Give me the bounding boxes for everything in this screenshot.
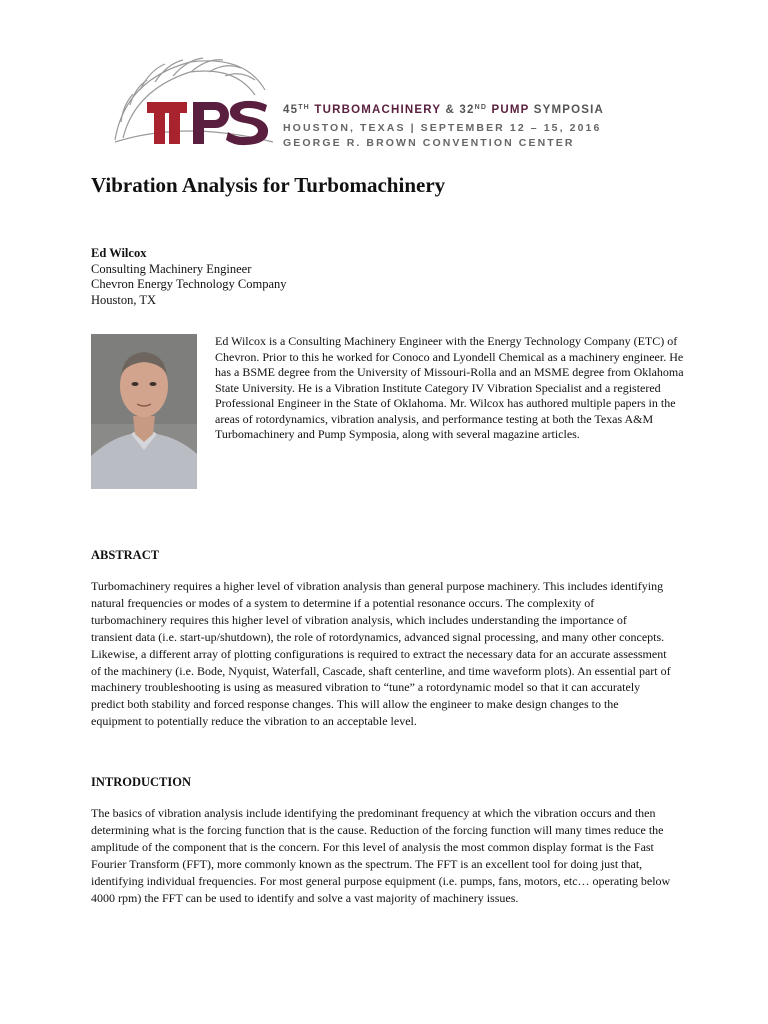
author-role: Consulting Machinery Engineer	[91, 261, 252, 276]
symposia-location: HOUSTON, TEXAS | SEPTEMBER 12 – 15, 2016	[283, 122, 602, 134]
author-bio: Ed Wilcox is a Consulting Machinery Engineer with the Energy Technology Company (ETC) of Chevron. Prior to this he worked for Conoco and Lyondell Chemical as a machinery engineer. He has a BSME degree from the University of Missouri-Rolla and an MSME degree from Oklahoma State University. He is a Vibration Institute Category IV Vibration Specialist and a registered Professional Engineer in the State of Oklahoma. Mr. Wilcox has authored multiple papers in the areas of rotordynamics, vibration analysis, and performance testing at both the Texas A&M Turbomachinery and Pump Symposia, along with several magazine articles.	[215, 334, 684, 441]
abstract-heading: ABSTRACT	[91, 548, 160, 562]
author-name: Ed Wilcox	[91, 246, 147, 260]
introduction-text: The basics of vibration analysis include identifying the predominant frequency at which the vibration occurs and then determining what is the forcing function that is the cause. Reduction of the forcing function will many times reduce the amplitude of the component that is the concern. For this level of analysis the most common display format is the Fast Fourier Transform (FFT), more commonly known as the spectrum. The FFT is an excellent tool for doing just that, identifying individual frequencies. For most general purpose equipment (i.e. pumps, fans, motors, etc… operating below 4000 rpm) the FFT can be used to identify and solve a vast majority of machinery issues.	[91, 806, 671, 905]
author-photo	[91, 334, 197, 489]
symposia-title: 45TH TURBOMACHINERY & 32ND PUMP SYMPOSIA	[283, 104, 605, 116]
paper-title: Vibration Analysis for Turbomachinery	[91, 173, 446, 197]
symposia-venue: GEORGE R. BROWN CONVENTION CENTER	[283, 137, 575, 149]
author-company: Chevron Energy Technology Company	[91, 277, 287, 291]
author-block	[91, 246, 287, 308]
conference-header	[95, 50, 615, 160]
tps-logo	[95, 50, 285, 160]
author-city: Houston, TX	[91, 292, 157, 307]
introduction-heading: INTRODUCTION	[91, 775, 192, 789]
abstract-text: Turbomachinery requires a higher level of vibration analysis than general purpose machinery. This includes identifying natural frequencies or modes of a system to determine if a potential resonance occurs. The complexity of turbomachinery requires this higher level of vibration analysis, which includes understanding the importance of transient data (i.e. start-up/shutdown), the role of rotordynamics, advanced signal processing, and many other concepts. Likewise, a different array of plotting configurations is required to extract the necessary data for an accurate assessment of the machinery (i.e. Bode, Nyquist, Waterfall, Cascade, shaft centerline, and time waveform plots). An essential part of machinery troubleshooting is using as measured vibration to “tune” a rotordynamic model so that it can accurately predict both stability and forced response changes. This will allow the engineer to make design changes to the equipment to potentially reduce the vibration to an acceptable level.	[91, 579, 671, 729]
